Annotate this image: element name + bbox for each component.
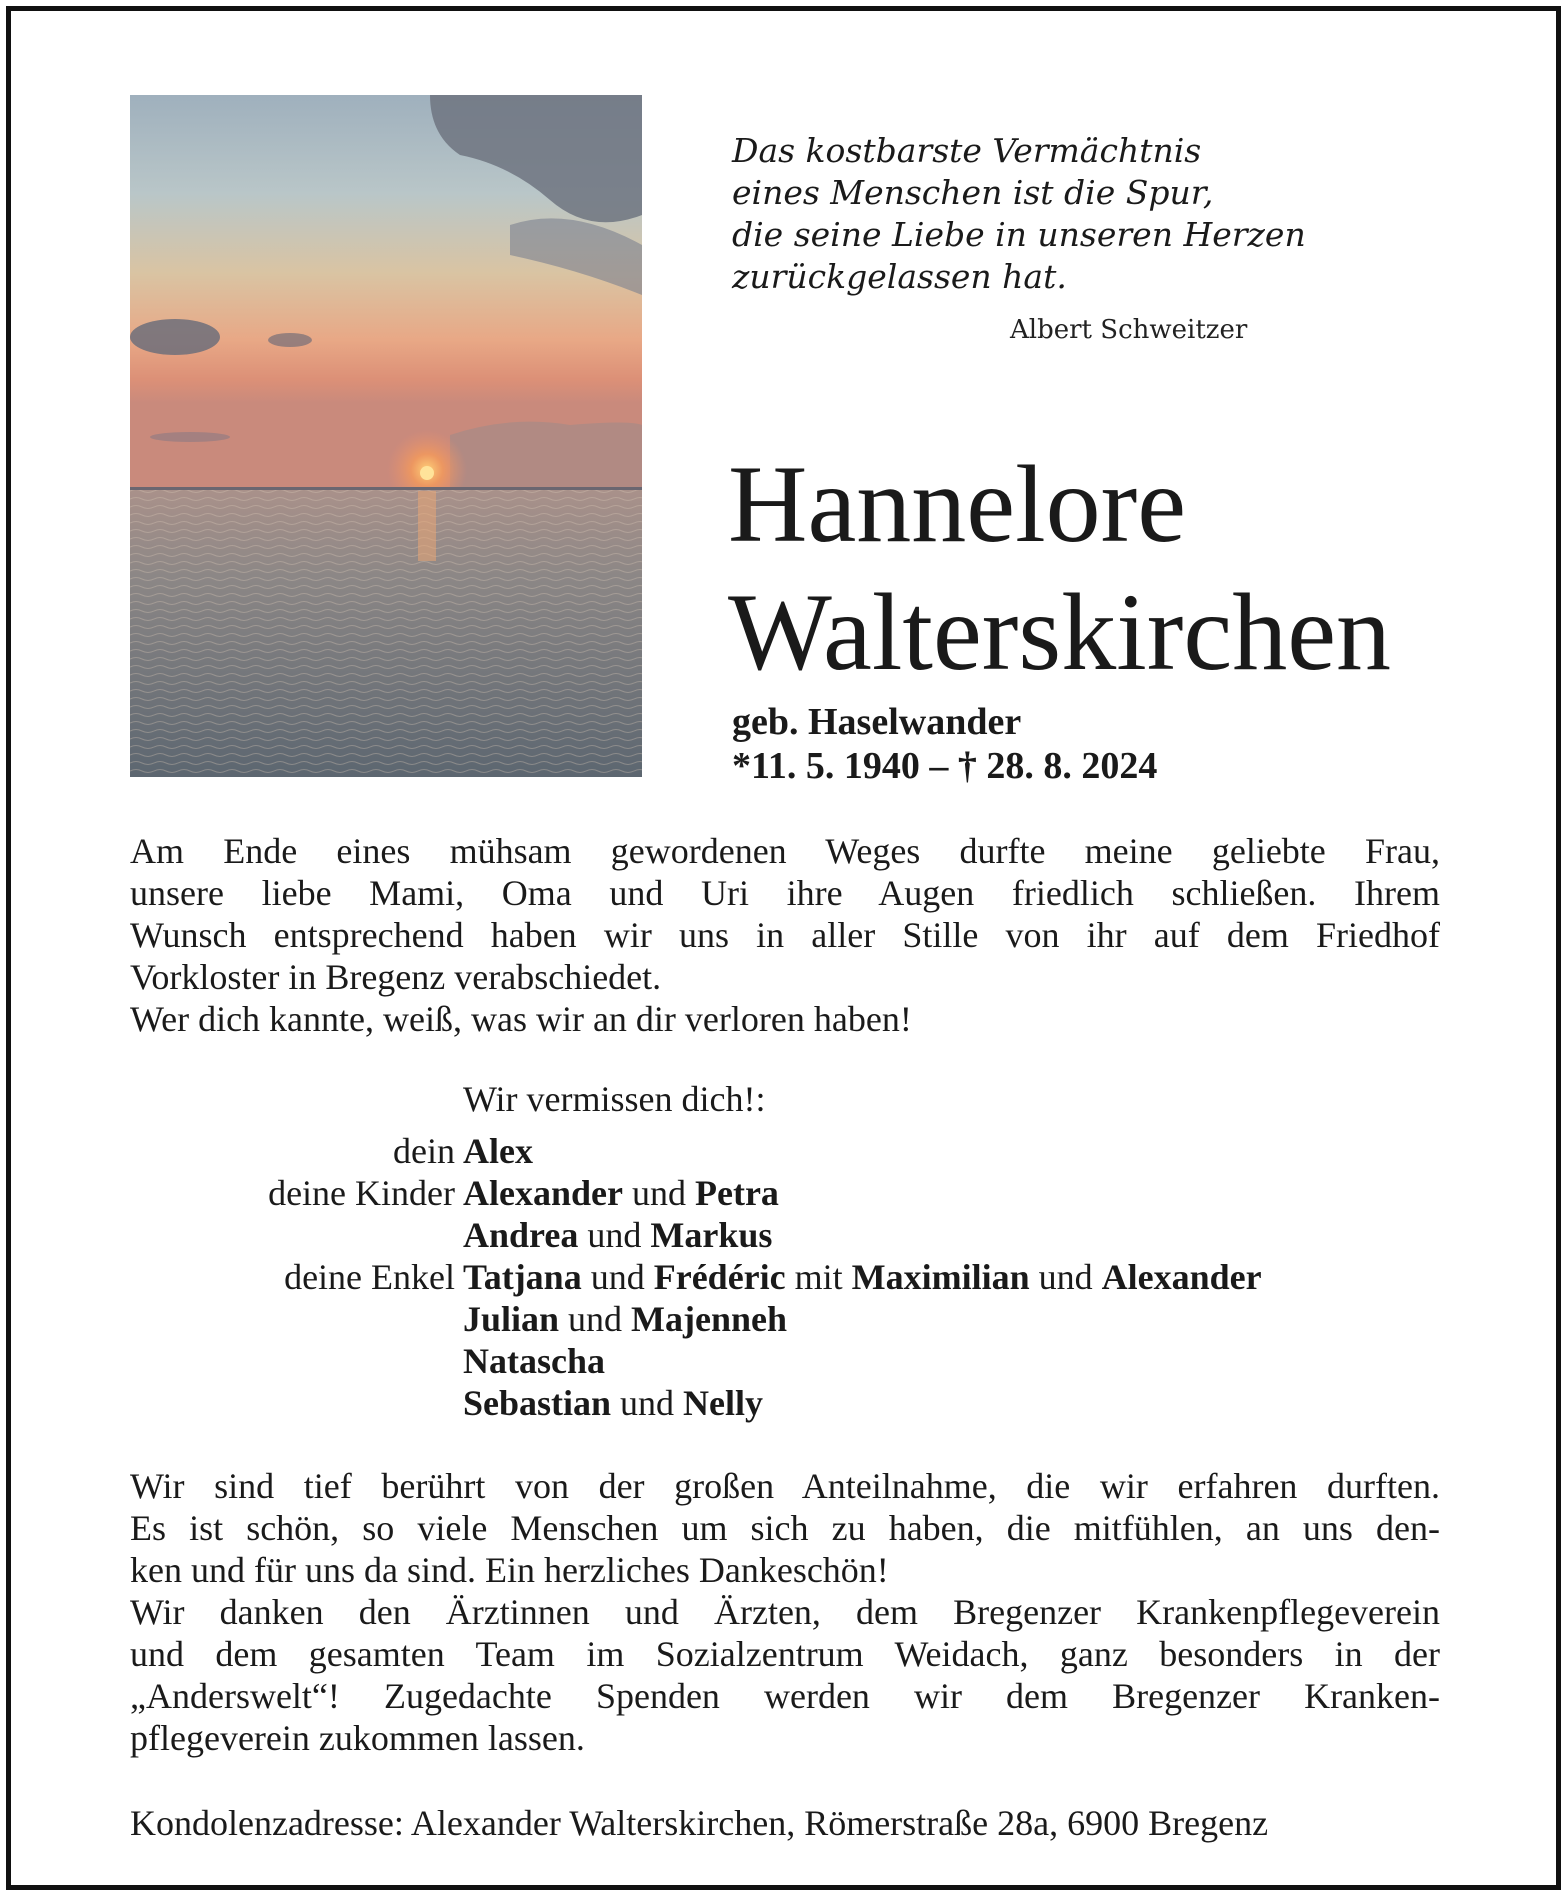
mourner-row [130,1340,1450,1382]
connector-word: mit [785,1257,852,1297]
mourners-list [130,1130,1450,1424]
mourner-name: Alexander [463,1173,623,1213]
mourner-name: Alex [463,1131,533,1171]
mourner-row [130,1172,1450,1214]
thanks-text [130,1465,1440,1759]
mourner-names [463,1298,787,1340]
relation-label: deine Enkel [284,1257,455,1297]
maiden-name: geb. Haselwander [732,701,1022,743]
text-line: Vorkloster in Bregenz verabschiedet. [130,957,662,997]
mourner-names [463,1214,772,1256]
quote-line: die seine Liebe in unseren Herzen [732,215,1306,254]
deceased-name [728,440,1391,696]
mourner-name: Nelly [683,1383,764,1423]
mourner-name: Majenneh [631,1299,788,1339]
text-line: ken und für uns da sind. Ein herzliches Dankeschön! [130,1550,889,1590]
mourner-name: Markus [650,1215,773,1255]
mourner-name: Frédéric [653,1257,786,1297]
text-line: unsere liebe Mami, Oma und Uri ihre Augen friedlich schließen. Ihrem [130,873,1440,913]
mourner-name: Maximilian [851,1257,1030,1297]
mourners-heading: Wir vermissen dich!: [463,1079,766,1119]
relation-label [130,1382,463,1424]
sunset-sea-photo [130,95,642,777]
mourner-names [463,1130,533,1172]
mourner-row [130,1214,1450,1256]
mourner-row [130,1256,1450,1298]
relation-label [130,1298,463,1340]
connector-word: und [1029,1257,1102,1297]
text-line: „Anderswelt“! Zugedachte Spenden werden wir dem Bregenzer Kranken- [130,1676,1440,1716]
text-line: und dem gesamten Team im Sozialzentrum Weidach, ganz besonders in der [130,1634,1440,1674]
connector-word: und [622,1173,695,1213]
relation-label: deine Kinder [268,1173,455,1213]
quote-line: zurückgelassen hat. [732,257,1067,296]
connector-word: und [578,1215,651,1255]
connector-word: und [559,1299,632,1339]
relation-label: dein [393,1131,455,1171]
text-line: Wir sind tief berührt von der großen Anteilnahme, die wir erfahren durften. [130,1466,1440,1506]
text-line: Es ist schön, so viele Menschen um sich zu haben, die mitfühlen, an uns den- [130,1508,1440,1548]
last-name: Walterskirchen [728,571,1392,693]
mourner-name: Sebastian [463,1383,612,1423]
quote-author: Albert Schweitzer [1010,315,1248,345]
relation-label [130,1340,463,1382]
text-line: Wir danken den Ärztinnen und Ärzten, dem Bregenzer Krankenpflegeverein [130,1592,1440,1632]
first-name: Hannelore [728,443,1187,565]
mourner-names [463,1340,605,1382]
relation-label [130,1214,463,1256]
mourner-name: Tatjana [463,1257,582,1297]
birth-death-info [732,700,1157,788]
connector-word: und [581,1257,654,1297]
text-line: pflegeverein zukommen lassen. [130,1718,585,1758]
mourner-names [463,1382,763,1424]
announcement-text [130,830,1440,1040]
mourner-row [130,1298,1450,1340]
mourner-name: Julian [463,1299,560,1339]
memorial-quote [732,130,1306,298]
quote-line: Das kostbarste Vermächtnis [732,131,1202,170]
life-dates: *11. 5. 1940 – † 28. 8. 2024 [732,745,1158,787]
text-line: Wunsch entsprechend haben wir uns in aller Stille von ihr auf dem Friedhof [130,915,1440,955]
text-line: Wer dich kannte, weiß, was wir an dir verloren haben! [130,999,912,1039]
mourner-name: Natascha [463,1341,605,1381]
quote-line: eines Menschen ist die Spur, [732,173,1214,212]
mourner-name: Petra [694,1173,779,1213]
mourner-names [463,1256,1262,1298]
mourner-row [130,1382,1450,1424]
mourner-name: Alexander [1101,1257,1262,1297]
mourner-names [463,1172,779,1214]
connector-word: und [611,1383,684,1423]
mourner-row [130,1130,1450,1172]
condolence-address: Kondolenzadresse: Alexander Walterskirchen, Römerstraße 28a, 6900 Bregenz [130,1803,1269,1843]
mourner-name: Andrea [463,1215,579,1255]
text-line: Am Ende eines mühsam gewordenen Weges durfte meine geliebte Frau, [130,831,1440,871]
